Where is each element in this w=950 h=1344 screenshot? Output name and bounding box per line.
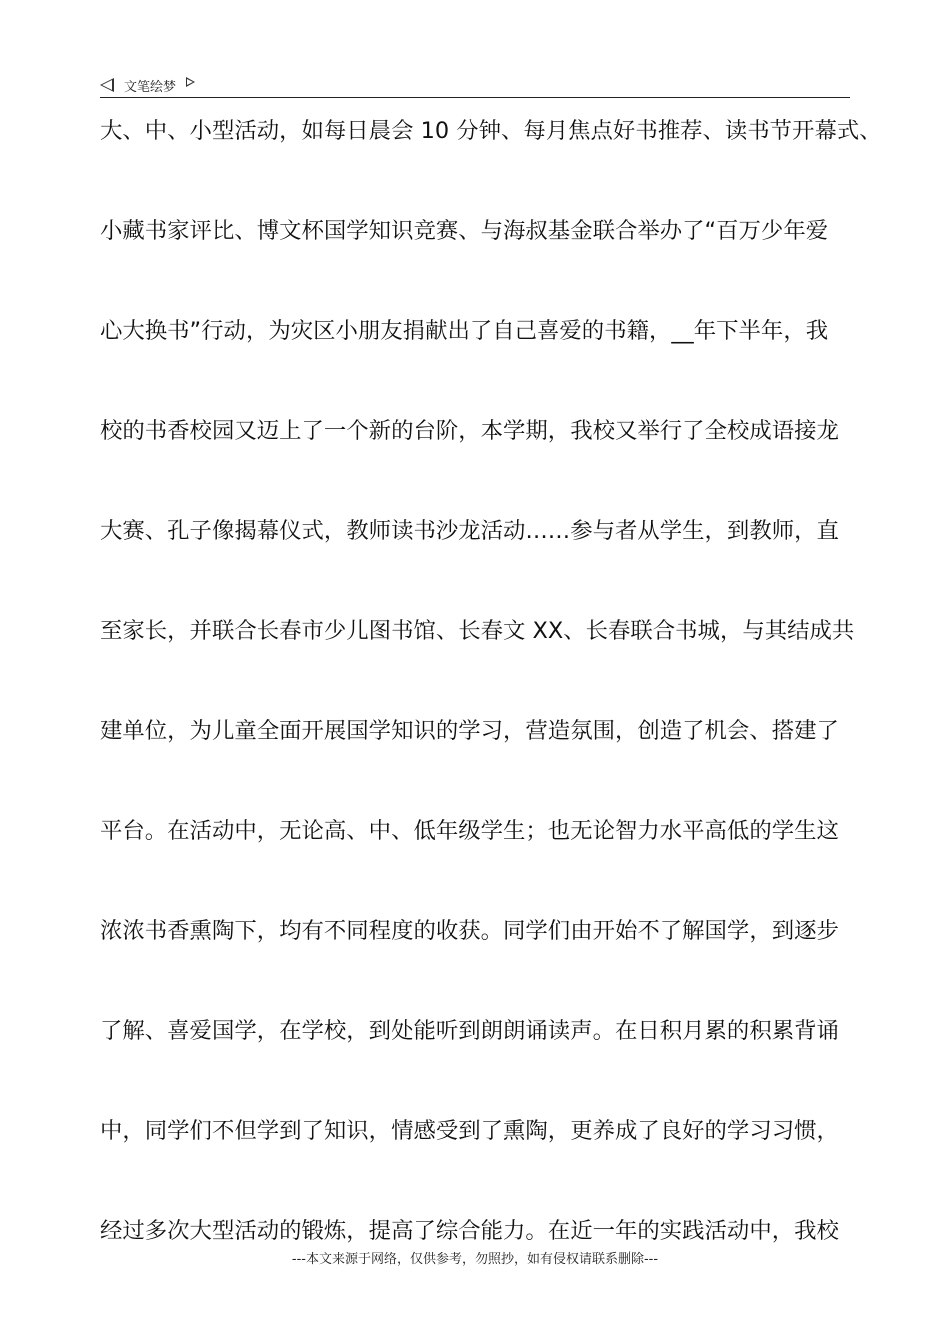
body-line: 大赛、孔子像揭幕仪式，教师读书沙龙活动……参与者从学生，到教师，直 bbox=[100, 518, 839, 544]
header-title: 文笔绘梦 bbox=[124, 79, 177, 95]
triangle-right-icon bbox=[186, 77, 195, 87]
document-body bbox=[100, 108, 882, 1308]
body-line: 了解、喜爱国学，在学校，到处能听到朗朗诵读声。在日积月累的积累背诵 bbox=[100, 1018, 839, 1044]
body-line: 心大换书”行动，为灾区小朋友捐献出了自己喜爱的书籍，__年下半年，我 bbox=[100, 318, 829, 344]
body-line: 校的书香校园又迈上了一个新的台阶，本学期，我校又举行了全校成语接龙 bbox=[100, 418, 839, 444]
body-line: 中，同学们不但学到了知识，情感受到了熏陶，更养成了良好的学习习惯， bbox=[100, 1118, 839, 1144]
body-line: 平台。在活动中，无论高、中、低年级学生；也无论智力水平高低的学生这 bbox=[100, 818, 839, 844]
body-line: 大、中、小型活动，如每日晨会 10 分钟、每月焦点好书推荐、读书节开幕式、 bbox=[100, 118, 882, 144]
footer-disclaimer: ---本文来源于网络，仅供参考，勿照抄，如有侵权请联系删除--- bbox=[291, 1252, 659, 1267]
triangle-left-icon bbox=[100, 78, 114, 92]
page-header bbox=[100, 72, 850, 98]
header-divider bbox=[100, 97, 850, 98]
body-line: 经过多次大型活动的锻炼，提高了综合能力。在近一年的实践活动中，我校 bbox=[100, 1218, 839, 1244]
body-line: 建单位，为儿童全面开展国学知识的学习，营造氛围，创造了机会、搭建了 bbox=[100, 718, 839, 744]
body-line: 浓浓书香熏陶下，均有不同程度的收获。同学们由开始不了解国学，到逐步 bbox=[100, 918, 839, 944]
body-line: 小藏书家评比、博文杯国学知识竞赛、与海叔基金联合举办了“百万少年爱 bbox=[100, 218, 829, 244]
body-line: 至家长，并联合长春市少儿图书馆、长春文 XX、长春联合书城，与其结成共 bbox=[100, 618, 855, 644]
